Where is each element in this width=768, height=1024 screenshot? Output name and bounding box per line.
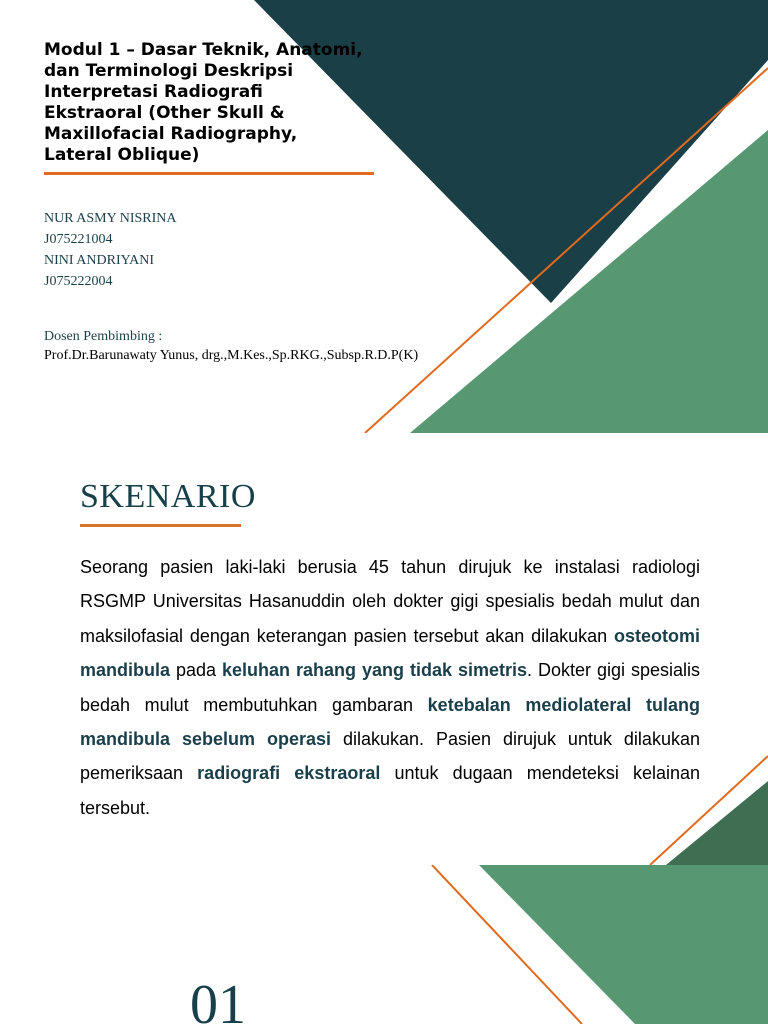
author-name-2: NINI ANDRIYANI [44, 253, 155, 268]
text-run: Seorang pasien laki-laki berusia 45 tahun dirujuk ke instalasi radiologi RSGMP Universitas Hasanuddin oleh dokter gigi spesialis bedah mulut dan maksilofasial dengan keterangan pasien tersebut akan dilakukan [80, 557, 700, 646]
supervisor-name: Prof.Dr.Barunawaty Yunus, drg.,M.Kes.,Sp.RKG.,Subsp.R.D.P(K) [44, 348, 419, 363]
module-title: Modul 1 – Dasar Teknik, Anatomi, dan Terminologi Deskripsi Interpretasi Radiografi Ekstraoral (Other Skull & Maxillofacial Radiography, Lateral Oblique) [44, 40, 363, 165]
section-decoration [0, 865, 768, 1024]
author-id-1: J075221004 [44, 232, 113, 247]
green-triangle [479, 865, 768, 1024]
scenario-heading: SKENARIO [80, 478, 256, 515]
section-number: 01 [190, 974, 246, 1024]
scenario-paragraph [80, 550, 700, 825]
supervisor-label: Dosen Pembimbing : [44, 329, 163, 344]
heading-underline [80, 524, 241, 527]
scenario-slide [0, 433, 768, 865]
text-run: . Dokter gigi spesialis bedah mulut membutuhkan gambaran [80, 660, 701, 715]
author-name-1: NUR ASMY NISRINA [44, 211, 177, 226]
highlight-term: osteotomi mandibula [80, 625, 700, 681]
cover-slide [0, 0, 768, 433]
text-run: dilakukan. Pasien dirujuk untuk dilakukan pemeriksaan [80, 729, 700, 784]
title-underline [44, 172, 374, 175]
highlight-term: keluhan rahang yang tidak simetris [222, 660, 528, 681]
author-list [44, 208, 177, 292]
highlight-term: radiografi ekstraoral [197, 763, 381, 784]
author-id-2: J075222004 [44, 274, 113, 289]
text-run: pada [170, 660, 223, 681]
section-slide [0, 865, 768, 1024]
highlight-term: ketebalan mediolateral tulang mandibula sebelum operasi [80, 694, 700, 750]
text-run: untuk dugaan mendeteksi kelainan tersebut. [80, 763, 700, 818]
